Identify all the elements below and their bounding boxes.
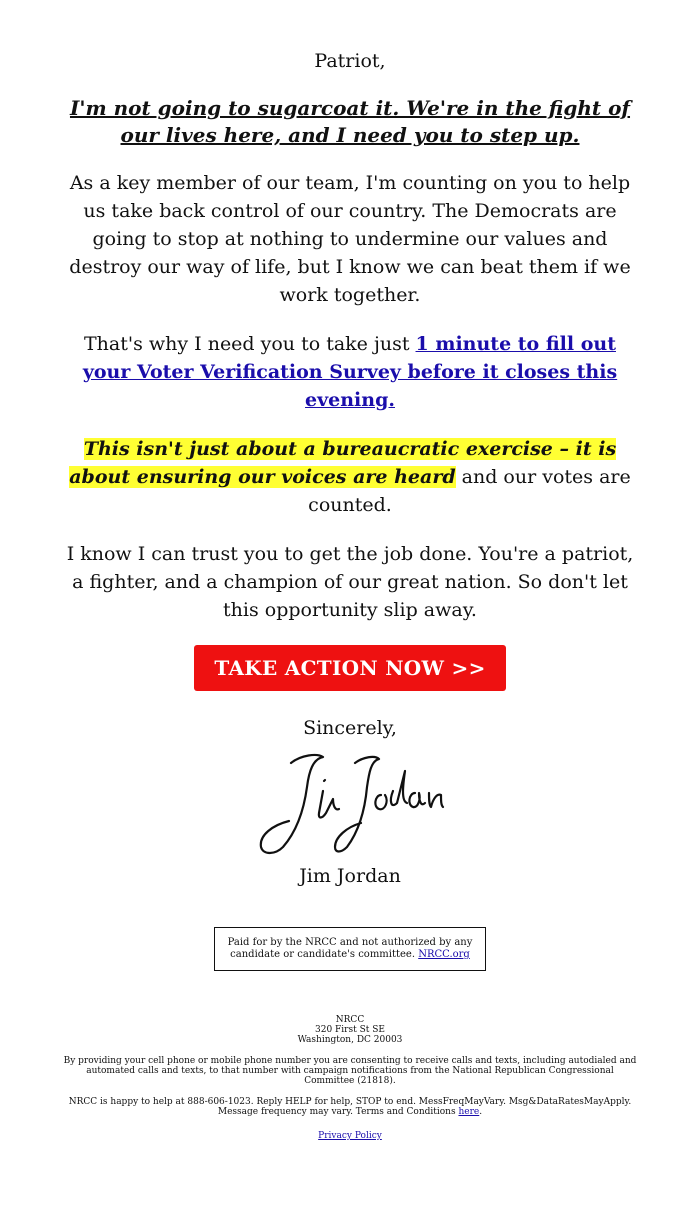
footer-street: 320 First St SE <box>315 1025 385 1035</box>
survey-link[interactable]: 1 minute to fill out your Voter Verification Survey before it closes this evening. <box>82 333 618 411</box>
footer-city: Washington, DC 20003 <box>297 1035 403 1045</box>
footer-help <box>60 1097 640 1117</box>
email-body <box>60 0 640 1141</box>
nrcc-link[interactable]: NRCC.org <box>418 949 470 960</box>
signature-stroke <box>324 780 325 781</box>
signature-image <box>255 751 445 857</box>
paragraph-survey <box>60 330 640 414</box>
signature-stroke <box>319 791 339 818</box>
sign-off: Sincerely, <box>303 717 397 739</box>
greeting: Patriot, <box>314 50 386 72</box>
footer-help-end: . <box>479 1107 483 1117</box>
paragraph-voices-suffix: and our votes are counted. <box>308 466 631 516</box>
signature-stroke <box>409 793 425 807</box>
footer-privacy <box>60 1131 640 1141</box>
signature-stroke <box>391 771 407 805</box>
highlighted-text: This isn't just about a bureaucratic exercise – it is about ensuring our voices are heard <box>69 438 617 488</box>
signature-stroke <box>375 795 386 809</box>
footer-consent: By providing your cell phone or mobile phone number you are consenting to receive calls and texts, including autodialed and automated calls and texts, to that number with campaign notifications from the National Republican Congressional Committee (21818). <box>63 1056 637 1086</box>
footer-org: NRCC <box>335 1015 365 1025</box>
paragraph-team: As a key member of our team, I'm counting on you to help us take back control of our country. The Democrats are going to stop at nothing to undermine our values and destroy our way of life, but I know we can beat them if we work together. <box>69 172 631 306</box>
signature-stroke <box>261 755 323 853</box>
paid-for-disclaimer <box>214 927 486 971</box>
signature-stroke <box>335 757 379 852</box>
footer-help-text: NRCC is happy to help at 888-606-1023. Reply HELP for help, STOP to end. MessFreqMayVary. Msg&DataRatesMayApply. Message frequency may vary. Terms and Conditions <box>68 1097 632 1117</box>
disclaimer-text: Paid for by the NRCC and not authorized by any candidate or candidate's committee. <box>227 937 473 960</box>
paragraph-survey-prefix: That's why I need you to take just <box>84 333 416 355</box>
signature-stroke <box>429 793 443 807</box>
footer-address <box>60 1015 640 1045</box>
paragraph-trust: I know I can trust you to get the job done. You're a patriot, a fighter, and a champion of our great nation. So don't let this opportunity slip away. <box>66 543 634 621</box>
headline: I'm not going to sugarcoat it. We're in the fight of our lives here, and I need you to step up. <box>69 96 631 147</box>
terms-link[interactable]: here <box>458 1107 480 1117</box>
cta-container <box>60 645 640 691</box>
take-action-button[interactable]: TAKE ACTION NOW >> <box>194 645 505 691</box>
privacy-policy-link[interactable]: Privacy Policy <box>318 1131 382 1141</box>
signer-name: Jim Jordan <box>299 865 401 887</box>
paragraph-voices <box>60 435 640 519</box>
footer <box>60 1015 640 1141</box>
